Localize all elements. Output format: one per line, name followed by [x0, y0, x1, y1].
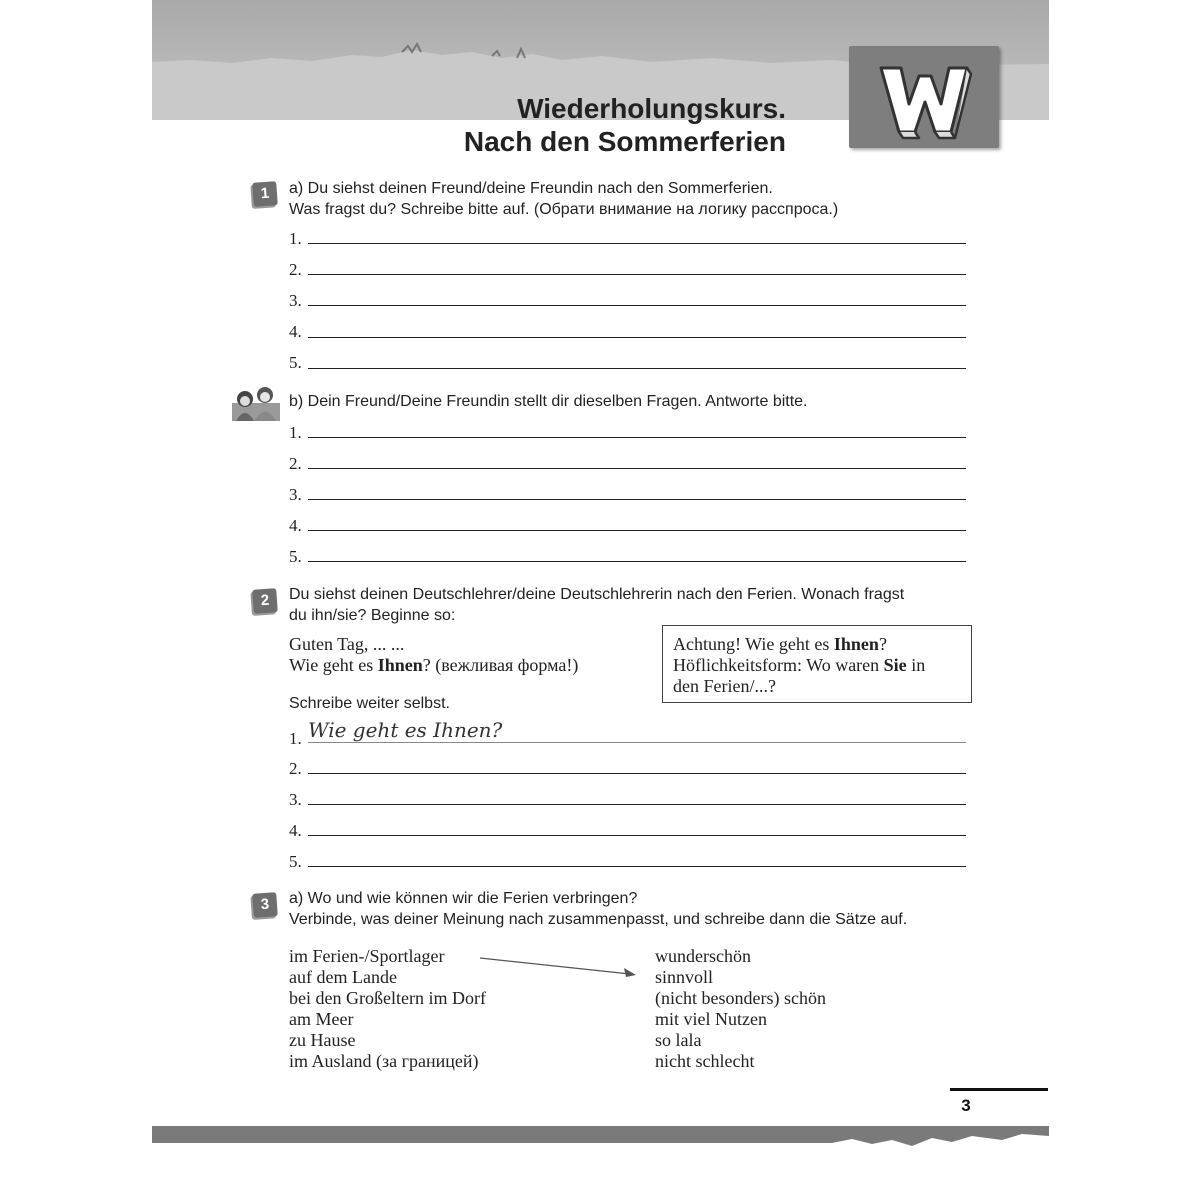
- exercise-2-number: 5.: [289, 852, 302, 871]
- note-line3: den Ferien/...?: [673, 676, 776, 696]
- place-option[interactable]: auf dem Lande: [289, 967, 397, 987]
- exercise-1b-answer-line[interactable]: [308, 561, 966, 562]
- torn-footer-edge: [152, 1122, 1049, 1150]
- students-picture-icon: [232, 385, 280, 426]
- exercise-2-example-line1: Guten Tag, ... ...: [289, 634, 405, 654]
- rating-option[interactable]: wunderschön: [655, 946, 751, 966]
- exercise-1a-number: 3.: [289, 291, 302, 310]
- exercise-3-instruction-line2: Verbinde, was deiner Meinung nach zusammenpasst, und schreibe dann die Sätze auf.: [289, 911, 908, 928]
- exercise-1b-answer-line[interactable]: [308, 437, 966, 438]
- rating-option: nicht schlecht: [655, 1051, 755, 1071]
- note-line2: Höflichkeitsform: Wo waren Sie in: [673, 655, 926, 675]
- rating-option[interactable]: (nicht besonders) schön: [655, 988, 826, 1008]
- exercise-2-instruction-line1: Du siehst deinen Deutschlehrer/deine Deutschlehrerin nach den Ferien. Wonach fragst: [289, 586, 905, 603]
- exercise-1a-instruction-line2: Was fragst du? Schreibe bitte auf. (Обрати внимание на логику расспроса.): [289, 201, 839, 218]
- matching-arrow-icon: [470, 950, 650, 985]
- exercise-1b-answer-line[interactable]: [308, 530, 966, 531]
- exercise-2-number: 4.: [289, 821, 302, 840]
- exercise-1b-number: 3.: [289, 485, 302, 504]
- exercise-2-number: 3.: [289, 790, 302, 809]
- place-option[interactable]: zu Hause: [289, 1030, 356, 1050]
- exercise-1a-answer-line[interactable]: [308, 243, 966, 244]
- place-option[interactable]: am Meer: [289, 1009, 354, 1029]
- exercise-2-continue-instruction: Schreibe weiter selbst.: [289, 695, 450, 712]
- exercise-1a-number: 4.: [289, 322, 302, 341]
- exercise-1b-number: 1.: [289, 423, 302, 442]
- exercise-2-example-line2: Wie geht es Ihnen? (вежливая форма!): [289, 655, 579, 675]
- w-letter-icon: [849, 46, 999, 148]
- exercise-1b-number: 5.: [289, 547, 302, 566]
- page-number: 3: [961, 1096, 971, 1115]
- rating-option[interactable]: sinnvoll: [655, 967, 714, 987]
- note-line1: Achtung! Wie geht es Ihnen?: [673, 634, 887, 654]
- exercise-2-instruction-line2: du ihn/sie? Beginne so:: [289, 607, 456, 624]
- exercise-3-instruction-line1: a) Wo und wie können wir die Ferien verbringen?: [289, 890, 638, 907]
- place-option[interactable]: bei den Großeltern im Dorf: [289, 988, 486, 1008]
- exercise-3-badge: 3: [252, 892, 278, 918]
- exercise-1-badge: 1: [252, 181, 278, 207]
- exercise-1a-answer-line[interactable]: [308, 305, 966, 306]
- page-title-line2: Nach den Sommerferien: [463, 126, 786, 157]
- exercise-2-answer-line[interactable]: [308, 835, 966, 836]
- exercise-2-answer-line[interactable]: [308, 773, 966, 774]
- place-option[interactable]: im Ferien-/Sportlager: [289, 946, 445, 966]
- place-option[interactable]: im Ausland (за границей): [289, 1051, 479, 1071]
- exercise-2-number: 1.: [289, 729, 302, 748]
- exercise-1a-number: 2.: [289, 260, 302, 279]
- exercise-2-badge: 2: [252, 588, 278, 614]
- handwritten-example-answer: Wie geht es Ihnen?: [308, 718, 503, 742]
- footer-rule: [950, 1088, 1048, 1091]
- exercise-2-answer-line[interactable]: [308, 804, 966, 805]
- exercise-1b-answer-line[interactable]: [308, 468, 966, 469]
- exercise-1a-instruction-line1: a) Du siehst deinen Freund/deine Freundin nach den Sommerferien.: [289, 180, 773, 197]
- rating-option[interactable]: mit viel Nutzen: [655, 1009, 767, 1029]
- rating-option[interactable]: so lala: [655, 1030, 702, 1050]
- exercise-2-number: 2.: [289, 759, 302, 778]
- exercise-1b-number: 2.: [289, 454, 302, 473]
- unit-emblem: [849, 46, 999, 148]
- exercise-2-answer-line[interactable]: [308, 866, 966, 867]
- exercise-1b-instruction: b) Dein Freund/Deine Freundin stellt dir dieselben Fragen. Antworte bitte.: [289, 393, 808, 410]
- exercise-1a-answer-line[interactable]: [308, 337, 966, 338]
- exercise-1a-number: 5.: [289, 353, 302, 372]
- exercise-1b-number: 4.: [289, 516, 302, 535]
- exercise-1b-answer-line[interactable]: [308, 499, 966, 500]
- page-title-line1: Wiederholungskurs.: [517, 93, 786, 124]
- exercise-1a-number: 1.: [289, 229, 302, 248]
- exercise-1a-answer-line[interactable]: [308, 368, 966, 369]
- exercise-1a-answer-line[interactable]: [308, 274, 966, 275]
- politeness-note-box: [662, 625, 972, 703]
- footer-band: [152, 1122, 1049, 1150]
- exercise-2-answer-line[interactable]: [308, 742, 966, 743]
